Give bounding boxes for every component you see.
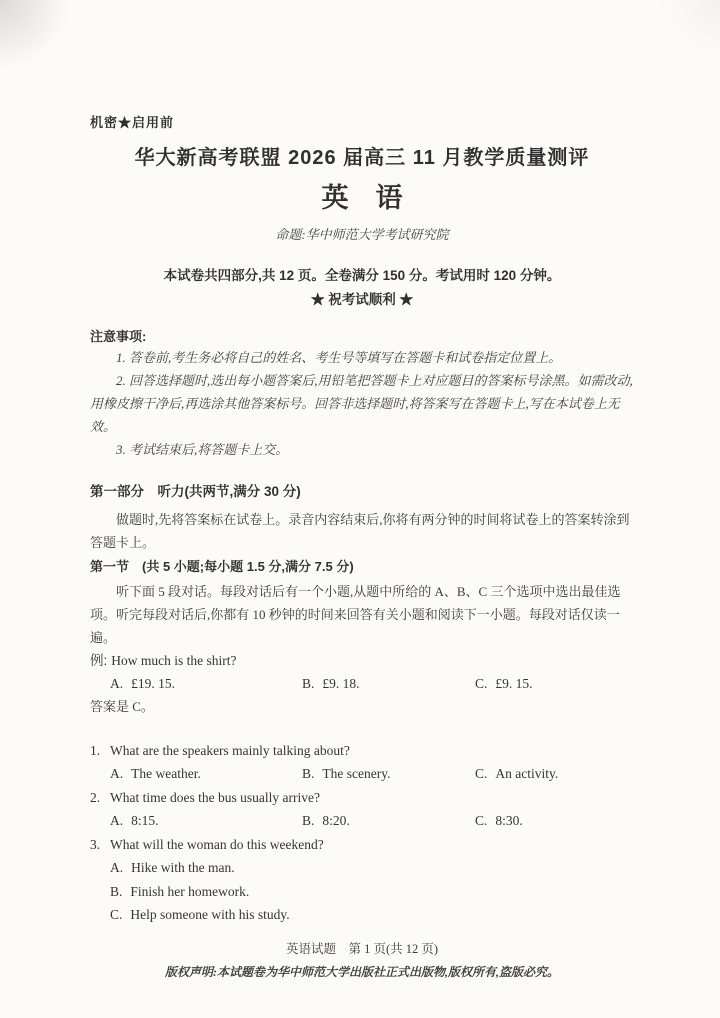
part1-instruction: 做题时,先将答案标在试卷上。录音内容结束后,你将有两分钟的时间将试卷上的答案转涂到答题卡上。 [90, 512, 630, 550]
notice-section [90, 327, 634, 461]
question-1-option-c [475, 762, 634, 786]
example-answer-line: 答案是 C。 [90, 698, 154, 714]
question-number: 1. [90, 742, 101, 758]
question-1-option-b [302, 762, 475, 786]
option-letter: A. [110, 676, 124, 691]
option-text: Hike with the man. [131, 860, 235, 875]
question-2-option-a [110, 809, 302, 833]
question-2-option-b [302, 809, 475, 833]
option-text: The scenery. [322, 766, 391, 781]
example-options-row [90, 672, 634, 696]
option-text: Finish her homework. [130, 883, 250, 899]
example-question-text: How much is the shirt? [111, 653, 237, 668]
question-number: 3. [90, 836, 101, 852]
question-1 [90, 739, 634, 763]
question-3-option-b [90, 880, 634, 904]
option-letter: C. [475, 676, 488, 691]
question-3-option-a [90, 856, 634, 880]
exam-wish-line: ★ 祝考试顺利 ★ [310, 292, 413, 307]
question-1-option-a [110, 762, 302, 786]
question-1-options [90, 762, 634, 786]
example-option-a [110, 672, 302, 696]
option-letter: C. [475, 766, 488, 781]
notice-item-2: 2. 回答选择题时,选出每小题答案后,用铅笔把答题卡上对应题目的答案标号涂黑。如需改动,用橡皮擦干净后,再选涂其他答案标号。回答非选择题时,将答案写在答题卡上,写在本试卷上无效。 [90, 373, 633, 434]
question-2-options [90, 809, 634, 833]
question-2-option-c [475, 809, 634, 833]
secrecy-label: 机密★启用前 [90, 115, 175, 130]
option-text: £9. 15. [495, 676, 533, 691]
setter-line: 命题:华中师范大学考试研究院 [275, 227, 449, 242]
question-3-option-c [90, 903, 634, 927]
question-3 [90, 833, 634, 857]
option-text: £19. 15. [131, 676, 175, 691]
exam-title: 华大新高考联盟 2026 届高三 11 月教学质量测评 [134, 147, 590, 169]
option-letter: B. [302, 813, 315, 828]
question-text: What are the speakers mainly talking about? [110, 742, 350, 758]
notice-heading: 注意事项: [90, 329, 147, 344]
example-question-line [90, 650, 634, 672]
example-label: 例: [90, 653, 108, 668]
example-option-b [302, 672, 475, 696]
part1-heading: 第一部分 听力(共两节,满分 30 分) [90, 484, 301, 499]
paper-info-line: 本试卷共四部分,共 12 页。全卷满分 150 分。考试用时 120 分钟。 [163, 268, 561, 283]
section1-heading: 第一节 (共 5 小题;每小题 1.5 分,满分 7.5 分) [90, 559, 354, 574]
notice-item-1: 1. 答卷前,考生务必将自己的姓名、考生号等填写在答题卡和试卷指定位置上。 [116, 350, 562, 365]
option-letter: A. [110, 766, 124, 781]
option-letter: A. [110, 813, 124, 828]
option-letter: A. [110, 860, 124, 875]
option-text: The weather. [131, 766, 201, 781]
section1-instruction: 听下面 5 段对话。每段对话后有一个小题,从题中所给的 A、B、C 三个选项中选出最佳选项。听完每段对话后,你都有 10 秒钟的时间来回答有关小题和阅读下一小题。每段对话仅读一遍。 [90, 584, 621, 645]
footer-page-line: 英语试题 第 1 页(共 12 页) [285, 941, 439, 956]
copyright-line: 版权声明:本试题卷为华中师范大学出版社正式出版物,版权所有,盗版必究。 [165, 964, 559, 979]
question-2 [90, 786, 634, 810]
notice-item-3: 3. 考试结束后,将答题卡上交。 [116, 442, 289, 457]
option-text: 8:20. [322, 813, 350, 828]
option-letter: B. [110, 883, 123, 899]
subject-title: 英 语 [321, 183, 403, 213]
option-letter: B. [302, 766, 315, 781]
example-option-c [475, 672, 634, 696]
option-text: An activity. [495, 766, 559, 781]
option-text: 8:30. [495, 813, 523, 828]
option-letter: C. [475, 813, 488, 828]
option-text: Help someone with his study. [130, 907, 290, 922]
option-text: £9. 18. [322, 676, 360, 691]
question-text: What will the woman do this weekend? [110, 836, 324, 852]
questions-section [90, 739, 634, 927]
question-text: What time does the bus usually arrive? [110, 789, 320, 805]
question-number: 2. [90, 789, 101, 805]
option-letter: C. [110, 907, 123, 922]
option-letter: B. [302, 676, 315, 691]
option-text: 8:15. [131, 813, 159, 828]
